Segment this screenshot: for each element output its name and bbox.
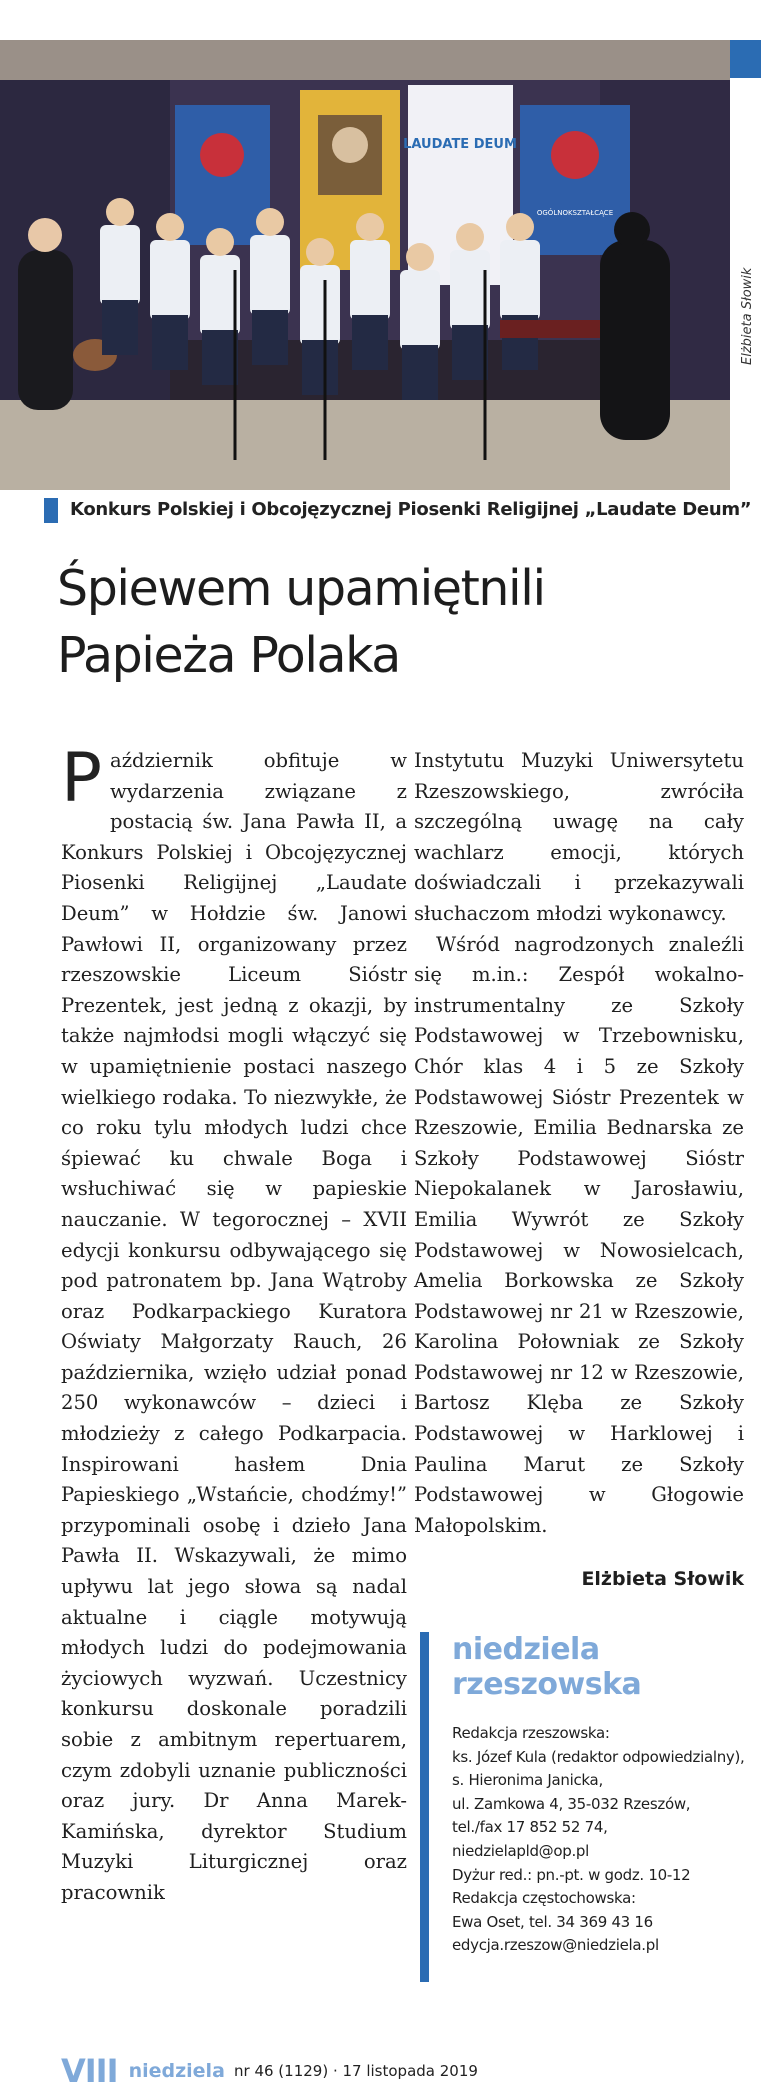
banner-school-text: OGÓLNOKSZTAŁCĄCE <box>536 209 614 217</box>
infobox-accent-bar <box>420 1632 429 1982</box>
infobox-email: niedzielapld@op.pl <box>452 1841 590 1860</box>
article-photo <box>0 40 730 490</box>
headline-line-2: Papieża Polaka <box>57 627 400 684</box>
choir-photo-illustration <box>0 40 730 490</box>
infobox-email: edycja.rzeszow@niedziela.pl <box>452 1936 659 1955</box>
page-footer <box>61 2052 741 2090</box>
footer-brand: niedziela <box>128 2060 225 2082</box>
banner-laudate: LAUDATE DEUM <box>403 137 517 152</box>
photo-credit: Elżbieta Słowik <box>740 267 755 365</box>
article-author: Elżbieta Słowik <box>581 1568 744 1590</box>
infobox-title-line-1: niedziela <box>452 1632 600 1667</box>
infobox-line: ul. Zamkowa 4, 35-032 Rzeszów, <box>452 1794 691 1813</box>
headline-line-1: Śpiewem upamiętnili <box>57 560 545 617</box>
paragraph-text: aździernik obfituje w wydarzenia związane z postacią św. Jana Pawła II, a Konkurs Polskiej i Obcojęzycznej Piosenki Religijnej „Laudate Deum” w Hołdzie św. Janowi Pawłowi II, organizowany przez rzeszowskie Liceum Sióstr Prezentek, jest jedną z okazji, by także najmłodsi mogli włączyć się w upamiętnienie postaci naszego wielkiego rodaka. To niezwykłe, że co roku tylu młodych ludzi chce śpiewać ku chwale Boga i wsłuchiwać się w papieskie nauczanie. W tegorocznej – XVII edycji konkursu odbywającego się pod patronatem bp. Jana Wątroby oraz Podkarpackiego Kuratora Oświaty Małgorzaty Rauch, 26 października, wzięło udział ponad 250 wykonawców – dzieci i młodzieży z całego Podkarpacia. Inspirowani hasłem Dnia Papieskiego „Wstańcie, chodźmy!” przypominali osobę i dzieło Jana Pawła II. Wskazywali, że mimo upływu lat jego słowa są nadal aktualne i ciągle motywują młodych ludzi do podejmowania życiowych wyzwań. Uczestnicy konkursu doskonale poradzili sobie z ambitnym repertuarem, czym zdobyli uznanie publiczności oraz jury. Dr Anna Marek-Kamińska, dyrektor Studium Muzyki Liturgicznej oraz pracownik <box>61 749 407 1904</box>
infobox-line: Redakcja rzeszowska: <box>452 1724 610 1742</box>
body-paragraph-winners: Wśród nagrodzonych znaleźli się m.in.: Zespół wokalno-instrumentalny ze Szkoły Podstawowej w Trzebownisku, Chór klas 4 i 5 ze Szkoły Podstawowej Sióstr Prezentek w Rzeszowie, Emilia Bednarska ze Szkoły Podstawowej Sióstr Niepokalanek w Jarosławiu, Emilia Wywrót ze Szkoły Podstawowej w Nowosielcach, Amelia Borkowska ze Szkoły Podstawowej nr 21 w Rzeszowie, Karolina Połowniak ze Szkoły Podstawowej nr 12 w Rzeszowie, Bartosz Klęba ze Szkoły Podstawowej w Harklowej i Paulina Marut ze Szkoły Podstawowej w Głogowie Małopolskim. <box>414 932 744 1537</box>
body-paragraph-continued: Instytutu Muzyki Uniwersytetu Rzeszowskiego, zwróciła szczególną uwagę na cały wachlarz emocji, których doświadczali i przekazywali słuchaczom młodzi wykonawcy. <box>414 749 744 925</box>
infobox-line: Ewa Oset, tel. 34 369 43 16 <box>452 1912 653 1931</box>
article-headline <box>57 555 737 689</box>
kicker-accent-bar <box>44 498 58 523</box>
body-column-2 <box>414 746 744 1541</box>
drop-cap: P <box>61 739 103 818</box>
issue-info: nr 46 (1129) · 17 listopada 2019 <box>234 2062 478 2080</box>
infobox-line: ks. Józef Kula (redaktor odpowiedzialny), <box>452 1747 745 1766</box>
infobox-title-line-2: rzeszowska <box>452 1667 642 1702</box>
article-kicker: Konkurs Polskiej i Obcojęzycznej Piosenki Religijnej „Laudate Deum” <box>70 499 752 520</box>
infobox-title <box>452 1632 752 1702</box>
infobox-line: s. Hieronima Janicka, <box>452 1771 603 1790</box>
infobox-contact-lines <box>452 1722 757 1958</box>
page-number: VIII <box>61 2052 118 2090</box>
body-column-1 <box>61 739 407 1909</box>
infobox-line: Dyżur red.: pn.-pt. w godz. 10-12 <box>452 1865 691 1884</box>
infobox-line: tel./fax 17 852 52 74, <box>452 1818 608 1837</box>
infobox-line: Redakcja częstochowska: <box>452 1889 636 1908</box>
body-paragraph <box>61 739 407 1909</box>
